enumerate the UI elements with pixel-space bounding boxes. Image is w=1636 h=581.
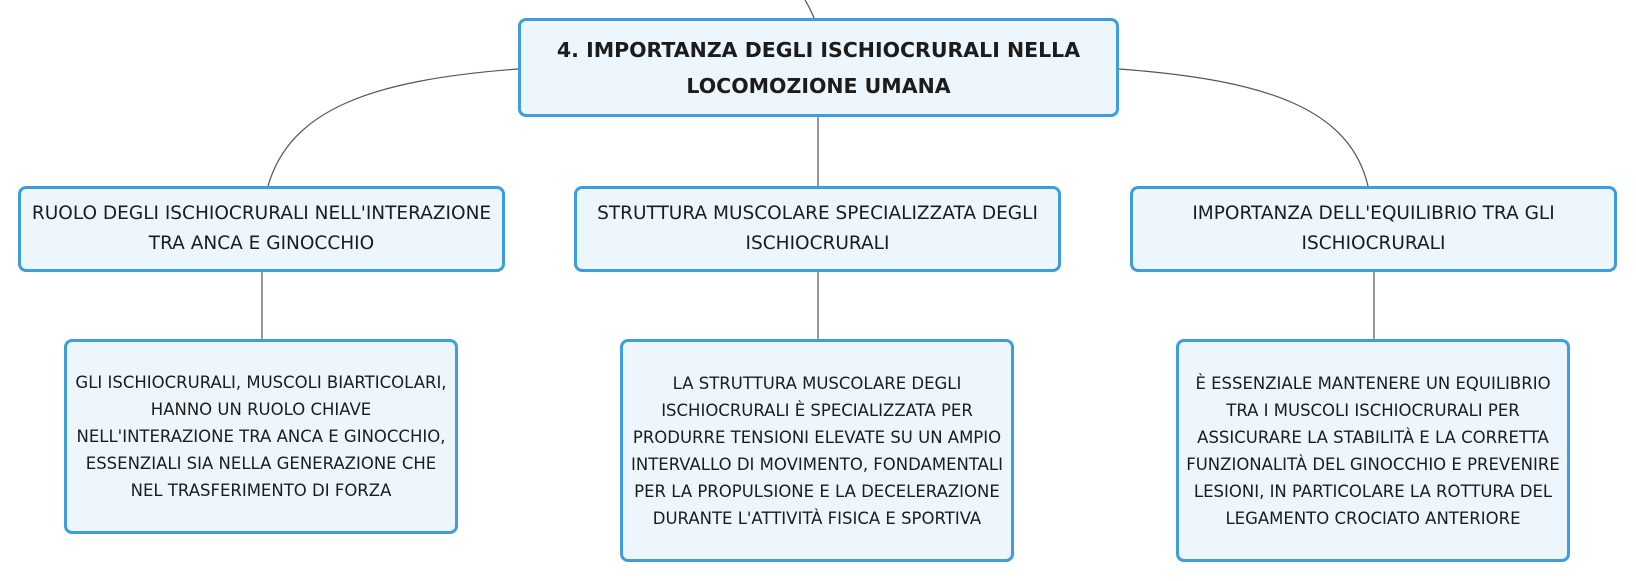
connector-root-branch-1 (268, 69, 518, 186)
branch-title: STRUTTURA MUSCOLARE SPECIALIZZATA DEGLI ISCHIOCRURALI (597, 203, 1038, 254)
detail-text: LA STRUTTURA MUSCOLARE DEGLI ISCHIOCRURALI È SPECIALIZZATA PER PRODURRE TENSIONI ELEVATE SU UN AMPIO INTERVALLO DI MOVIMENTO, FONDAMENTALI PER LA PROPULSIONE E LA DECELERAZIONE DURANTE L'ATTIVITÀ FISICA E SPORTIVA (631, 373, 1003, 528)
branch-node-muscle-structure[interactable] (574, 186, 1061, 272)
branch-title: IMPORTANZA DELL'EQUILIBRIO TRA GLI ISCHIOCRURALI (1192, 203, 1555, 254)
detail-text: È ESSENZIALE MANTENERE UN EQUILIBRIO TRA I MUSCOLI ISCHIOCRURALI PER ASSICURARE LA STABILITÀ E LA CORRETTA FUNZIONALITÀ DEL GINOCCHIO E PREVENIRE LESIONI, IN PARTICOLARE LA ROTTURA DEL LEGAMENTO CROCIATO ANTERIORE (1186, 373, 1560, 528)
connector-root-branch-3 (1119, 69, 1368, 186)
branch-node-balance-importance[interactable] (1130, 186, 1617, 272)
incoming-connector (805, 0, 814, 18)
branch-node-hip-knee-role[interactable] (18, 186, 505, 272)
detail-node-balance-importance[interactable] (1176, 339, 1570, 562)
detail-node-hip-knee-role[interactable] (64, 339, 458, 534)
branch-title: RUOLO DEGLI ISCHIOCRURALI NELL'INTERAZIONE TRA ANCA E GINOCCHIO (31, 203, 492, 254)
detail-node-muscle-structure[interactable] (620, 339, 1014, 562)
root-topic-title: 4. IMPORTANZA DEGLI ISCHIOCRURALI NELLA LOCOMOZIONE UMANA (556, 37, 1081, 98)
root-topic-node[interactable] (518, 18, 1119, 117)
detail-text: GLI ISCHIOCRURALI, MUSCOLI BIARTICOLARI, HANNO UN RUOLO CHIAVE NELL'INTERAZIONE TRA ANCA E GINOCCHIO, ESSENZIALI SIA NELLA GENERAZIONE CHE NEL TRASFERIMENTO DI FORZA (75, 373, 447, 500)
